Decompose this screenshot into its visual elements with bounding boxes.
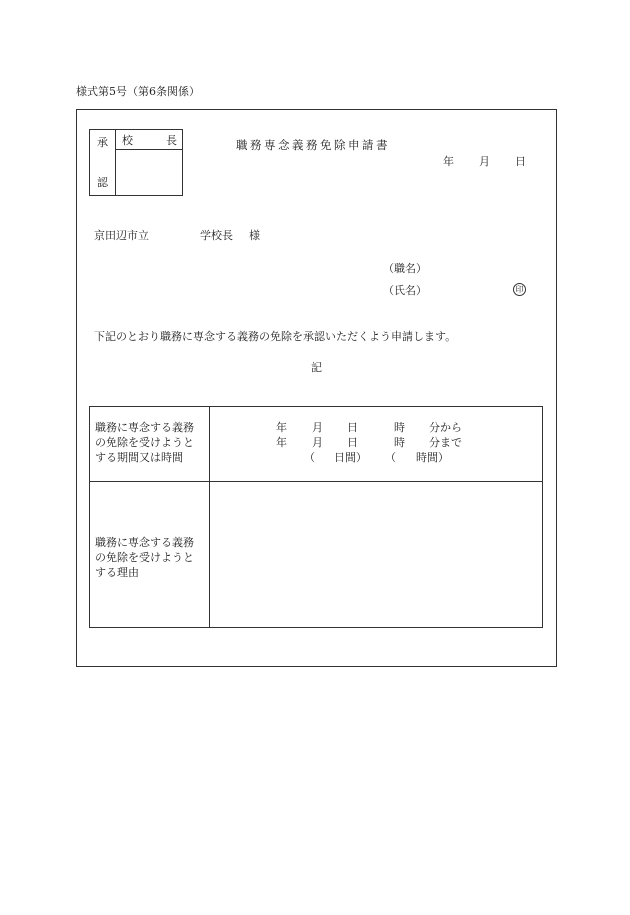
- document-title: 職務専念義務免除申請書: [236, 138, 390, 152]
- date-year: 年: [443, 155, 454, 168]
- date-month: 月: [479, 155, 490, 168]
- addressee-honorific: 様: [249, 229, 260, 242]
- period-label: 職務に専念する義務 の免除を受けようと する期間又は時間: [95, 421, 194, 464]
- addressee-principal: 学校長: [200, 229, 233, 242]
- date-day: 日: [515, 155, 526, 168]
- note-label: 記: [311, 361, 322, 374]
- principal-char-1: 校: [122, 134, 133, 147]
- form-number: 様式第5号（第6条関係）: [76, 85, 200, 98]
- approval-label-bottom: 認: [97, 176, 108, 189]
- applicant-name-label: （氏名）: [383, 284, 427, 297]
- reason-value[interactable]: [216, 490, 536, 620]
- request-text: 下記のとおり職務に専念する義務の免除を承認いただくよう申請します。: [94, 330, 457, 343]
- reason-label: 職務に専念する義務 の免除を受けようと する理由: [95, 536, 194, 579]
- applicant-position-label: （職名）: [383, 262, 427, 275]
- addressee-city-school: 京田辺市立: [94, 229, 149, 242]
- approval-label-top: 承: [97, 136, 108, 149]
- principal-char-2: 長: [166, 134, 177, 147]
- seal-icon: 印: [513, 283, 526, 296]
